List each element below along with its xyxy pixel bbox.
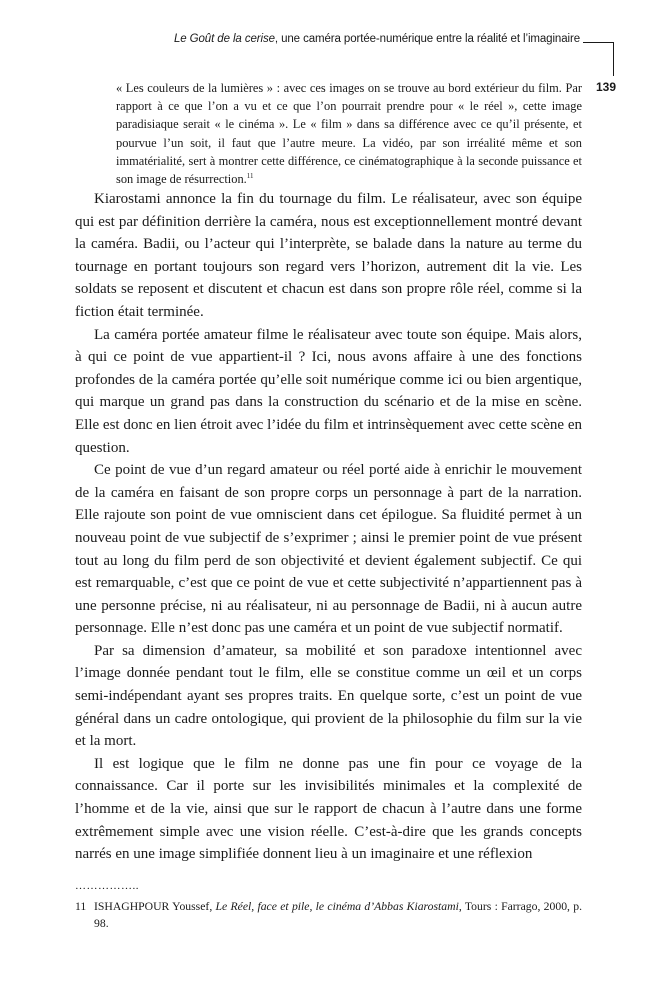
body-paragraph-3: Ce point de vue d’un regard amateur ou réel porté aide à enrichir le mouvement de la caméra en faisant de son propre corps un personnage à part de la narration. Elle rajoute son point de vue omniscient dans cet épilogue. Sa fluidité permet à un nouveau point de vue subjectif de s’exprimer ; ainsi le premier point de vue présent tout au long du film perd de son objectivité et devient également subjectif. Ce qui est remarquable, c’est que ce point de vue et cette subjectivité n’appartiennent pas à une personne précise, ni au réalisateur, ni au personnage de Badii, ni à aucun autre personnage. Elle n’est donc pas une caméra et un point de vue subjectif normatif. [75,462,582,637]
footnote [75,898,582,932]
body-paragraph-4: Par sa dimension d’amateur, sa mobilité et son paradoxe intentionnel avec l’image donnée pendant tout le film, elle se constitue comme un œil et un corps semi-indépendant ayant ses propres traits. En quelque sorte, c’est un point de vue général dans un cadre ontologique, qui provient de la philosophie du film sur la vie et la mort. [75,642,582,750]
header-book-title: Le Goût de la cerise [173,33,275,45]
body-paragraph-2: La caméra portée amateur filme le réalisateur avec toute son équipe. Mais alors, à qui ce point de vue appartient-il ? Ici, nous avons affaire à une des fonctions profondes de la caméra portée qu’elle soit numérique comme ici ou bien argentique, qui marque un grand pas dans la construction du scénario et de la mise en scène. Elle est donc en lien étroit avec l’idée du film et intrinsèquement avec cette scène en question. [75,326,582,456]
running-header [140,33,580,45]
page-number: 139 [596,80,617,94]
footnote-publication: , Tours : Farrago, 2000, p. 98. [94,900,583,930]
body-text [75,188,582,866]
block-quote-text: « Les couleurs de la lumières » : avec ces images on se trouve au bord extérieur du film. Par rapport à ce que l’on a vu et ce que l’on pourrait prendre pour « le réel », cette image paradisiaque serait « le cinéma ». Le « film » dans sa différence avec ce qu’il présente, et pourvue l’un soit, il faut que l’autre meure. La vidéo, par son irréalité même et son immatérialité, sert à montrer cette différence, ce cinématographique à la seconde puissance et son image de résurrection. [116,81,582,187]
header-rule-vertical [613,42,614,76]
block-quote-paragraph [116,79,582,188]
header-chapter-title: , une caméra portée-numérique entre la réalité et l’imaginaire [274,33,580,45]
body-paragraph-5: Il est logique que le film ne donne pas une fin pour ce voyage de la connaissance. Car il porte sur les invisibilités minimales et la complexité de l’homme et de la vie, ainsi que sur le rapport de chacun à l’autre dans une forme extrêmement simple avec une vision réelle. C’est-à-dire que les grands concepts narrés en une image simplifiée donnent lieu à un imaginaire et une réflexion [75,755,582,863]
footnote-number: 11 [75,900,87,913]
footnote-author: ISHAGHPOUR Youssef, [94,900,216,913]
header-rule-horizontal [583,42,614,43]
body-paragraph-1: Kiarostami annonce la fin du tournage du film. Le réalisateur, avec son équipe qui est par définition derrière la caméra, nous est exceptionnellement montré devant la caméra. Badii, ou l’acteur qui l’interprète, se balade dans la nature au terme du tournage en portant toujours son regard vers l’horizon, autrement dit la vie. Les soldats se reposent et discutent et chacun est dans son propre rôle réel, comme si la fiction était terminée. [75,191,582,320]
footnote-reference: 11 [246,172,254,181]
footnote-separator: …………….. [75,880,139,892]
block-quote [116,79,582,188]
footnote-work-title: Le Réel, face et pile, le cinéma d’Abbas Kiarostami [215,900,459,913]
footnote-text [94,898,582,932]
